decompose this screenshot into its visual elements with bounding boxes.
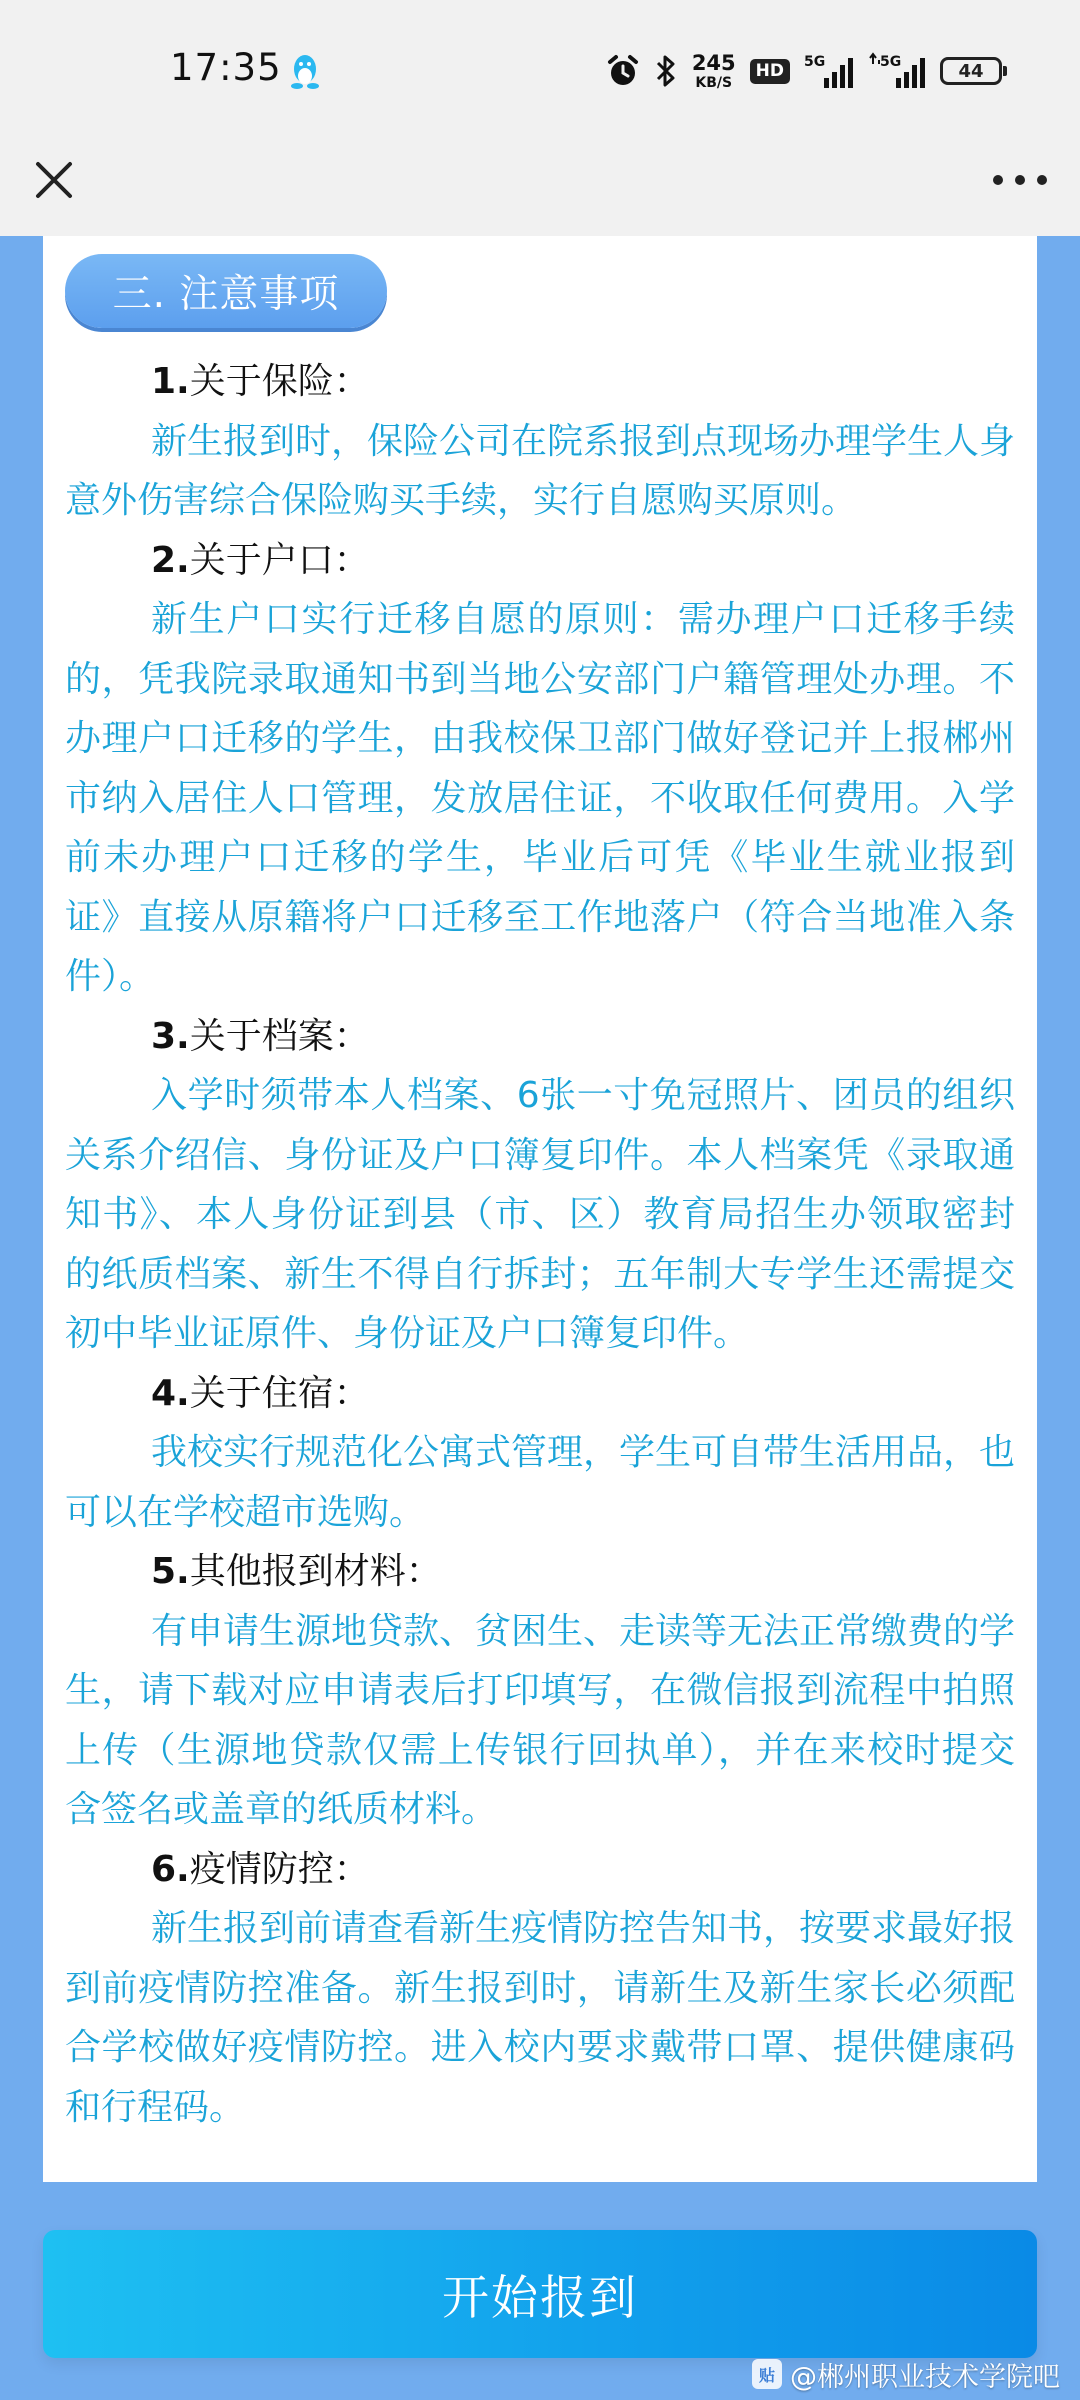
more-options-icon[interactable]: [988, 154, 1052, 206]
note-title: 关于档案：: [189, 1015, 370, 1057]
alarm-icon: [606, 54, 640, 88]
note-body-other-materials: 有申请生源地贷款、贫困生、走读等无法正常缴费的学生，请下载对应申请表后打印填写，在微信报到流程中拍照上传（生源地贷款仅需上传银行回执单），并在来校时提交含签名或盖章的纸质材料。: [65, 1610, 1016, 1830]
note-number: 4.: [151, 1372, 190, 1414]
status-bar: [0, 0, 1080, 140]
content-card: [43, 236, 1037, 2182]
note-heading-accommodation: [65, 1364, 1015, 1424]
watermark: [752, 2356, 1060, 2392]
note-body-insurance: 新生报到时，保险公司在院系报到点现场办理学生人身意外伤害综合保险购买手续，实行自愿购买原则。: [65, 420, 1016, 521]
note-title: 关于住宿：: [189, 1372, 370, 1414]
note-title: 关于保险：: [189, 361, 370, 402]
watermark-text: @郴州职业技术学院吧: [790, 2361, 1060, 2393]
signal-5g-label: 5G: [804, 54, 826, 70]
battery-icon: [940, 57, 1002, 85]
tieba-logo-icon: 贴: [752, 2359, 782, 2389]
network-speed-unit: KB/S: [695, 74, 733, 91]
note-heading-insurance: [65, 352, 1015, 412]
note-heading-epidemic: [65, 1840, 1015, 1900]
close-icon[interactable]: [28, 154, 80, 206]
qq-penguin-icon: [288, 52, 322, 92]
nav-bar: [0, 140, 1080, 236]
note-number: 5.: [151, 1551, 190, 1592]
start-registration-button[interactable]: 开始报到: [43, 2230, 1037, 2358]
status-icons: [606, 48, 1002, 94]
note-number: 1.: [151, 361, 190, 402]
network-speed-value: 245: [691, 50, 736, 75]
note-heading-other-materials: [65, 1542, 1015, 1602]
signal-5g-secondary-label: 5G: [880, 54, 902, 70]
note-heading-archives: [65, 1007, 1015, 1067]
signal-5g-secondary-icon: [868, 52, 926, 90]
note-title: 疫情防控：: [189, 1848, 370, 1890]
signal-5g-icon: [804, 52, 854, 90]
note-body-hukou: 新生户口实行迁移自愿的原则：需办理户口迁移手续的，凭我院录取通知书到当地公安部门户籍管理处办理。不办理户口迁移的学生，由我校保卫部门做好登记并上报郴州市纳入居住人口管理，发放居住证，不收取任何费用。入学前未办理户口迁移的学生，毕业后可凭《毕业生就业报到证》直接从原籍将户口迁移至工作地落户（符合当地准入条件）。: [65, 599, 1015, 997]
note-title: 其他报到材料：: [189, 1551, 442, 1592]
hd-voice-badge: HD: [750, 59, 790, 84]
section-title-pill: 三. 注意事项: [65, 254, 387, 328]
notes-content: [65, 352, 1015, 2137]
note-heading-hukou: [65, 531, 1015, 591]
battery-level: 44: [958, 60, 984, 82]
note-number: 2.: [151, 539, 190, 581]
note-body-archives: 入学时须带本人档案、6张一寸免冠照片、团员的组织关系介绍信、身份证及户口簿复印件。本人档案凭《录取通知书》、本人身份证到县（市、区）教育局招生办领取密封的纸质档案、新生不得自行拆封；五年制大专学生还需提交初中毕业证原件、身份证及户口簿复印件。: [65, 1075, 1015, 1354]
bluetooth-icon: [654, 53, 678, 89]
network-speed: [691, 50, 736, 91]
note-number: 3.: [151, 1015, 190, 1057]
note-number: 6.: [151, 1848, 190, 1890]
note-title: 关于户口：: [189, 539, 370, 581]
status-time: 17:35: [170, 46, 282, 89]
note-body-accommodation: 我校实行规范化公寓式管理，学生可自带生活用品，也可以在学校超市选购。: [65, 1432, 1016, 1533]
note-body-epidemic: 新生报到前请查看新生疫情防控告知书，按要求最好报到前疫情防控准备。新生报到时，请新生及新生家长必须配合学校做好疫情防控。进入校内要求戴带口罩、提供健康码和行程码。: [65, 1908, 1016, 2128]
